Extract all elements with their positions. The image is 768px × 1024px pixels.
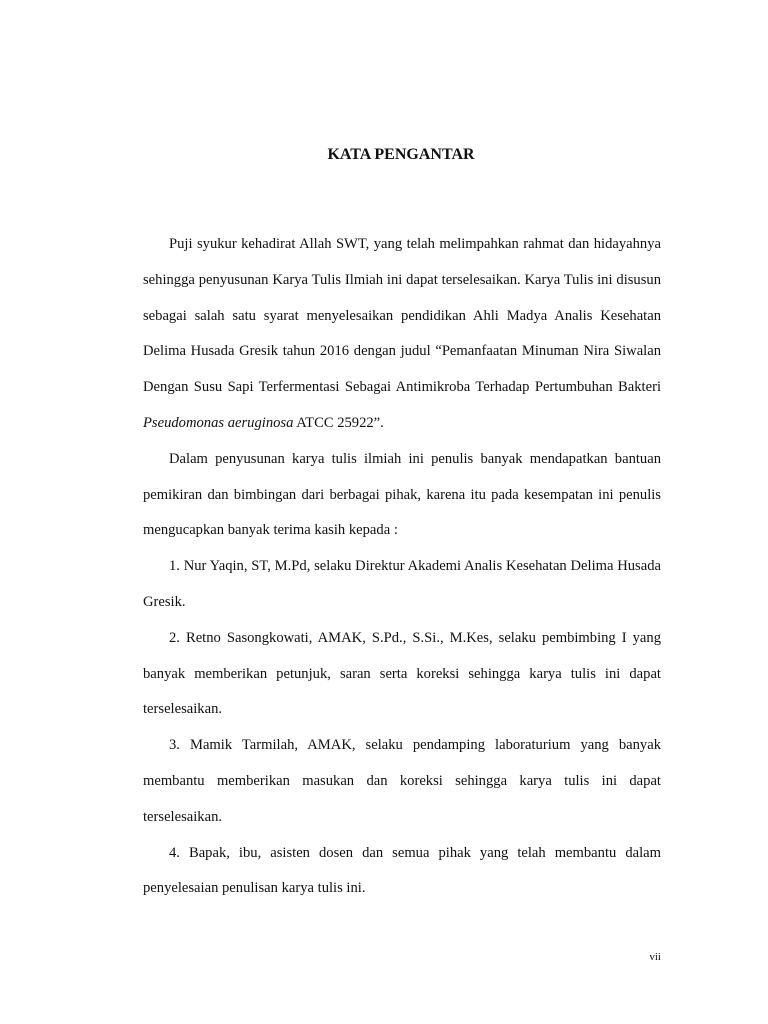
paragraph-thanks: Dalam penyusunan karya tulis ilmiah ini penulis banyak mendapatkan bantuan pemikiran dan bimbingan dari berbagai pihak, karena itu pada kesempatan ini penulis mengucapkan banyak terima kasih kepada : <box>143 450 661 539</box>
document-body <box>143 227 661 907</box>
list-item: 1. Nur Yaqin, ST, M.Pd, selaku Direktur Akademi Analis Kesehatan Delima Husada Gresik. <box>143 558 661 610</box>
list-item: 4. Bapak, ibu, asisten dosen dan semua pihak yang telah membantu dalam penyelesaian penulisan karya tulis ini. <box>143 844 661 897</box>
page-title: KATA PENGANTAR <box>327 146 475 163</box>
paragraph-intro-text: Puji syukur kehadirat Allah SWT, yang telah melimpahkan rahmat dan hidayahnya sehingga penyusunan Karya Tulis Ilmiah ini dapat terselesaikan. Karya Tulis ini disusun sebagai salah satu syarat menyelesaikan pendidikan Ahli Madya Analis Kesehatan Delima Husada Gresik tahun 2016 dengan judul “Pemanfaatan Minuman Nira Siwalan Dengan Susu Sapi Terfermentasi Sebagai Antimikroba Terhadap Pertumbuhan Bakteri <box>143 236 661 396</box>
list-item: 3. Mamik Tarmilah, AMAK, selaku pendamping laboraturium yang banyak membantu memberikan masukan dan koreksi sehingga karya tulis ini dapat terselesaikan. <box>143 737 661 825</box>
species-name: Pseudomonas aeruginosa <box>143 414 294 431</box>
page-number: vii <box>649 951 661 963</box>
paragraph-intro <box>143 227 661 442</box>
paragraph-intro-tail: ATCC 25922”. <box>293 414 384 431</box>
list-item: 2. Retno Sasongkowati, AMAK, S.Pd., S.Si., M.Kes, selaku pembimbing I yang banyak memberikan petunjuk, saran serta koreksi sehingga karya tulis ini dapat terselesaikan. <box>143 629 661 718</box>
